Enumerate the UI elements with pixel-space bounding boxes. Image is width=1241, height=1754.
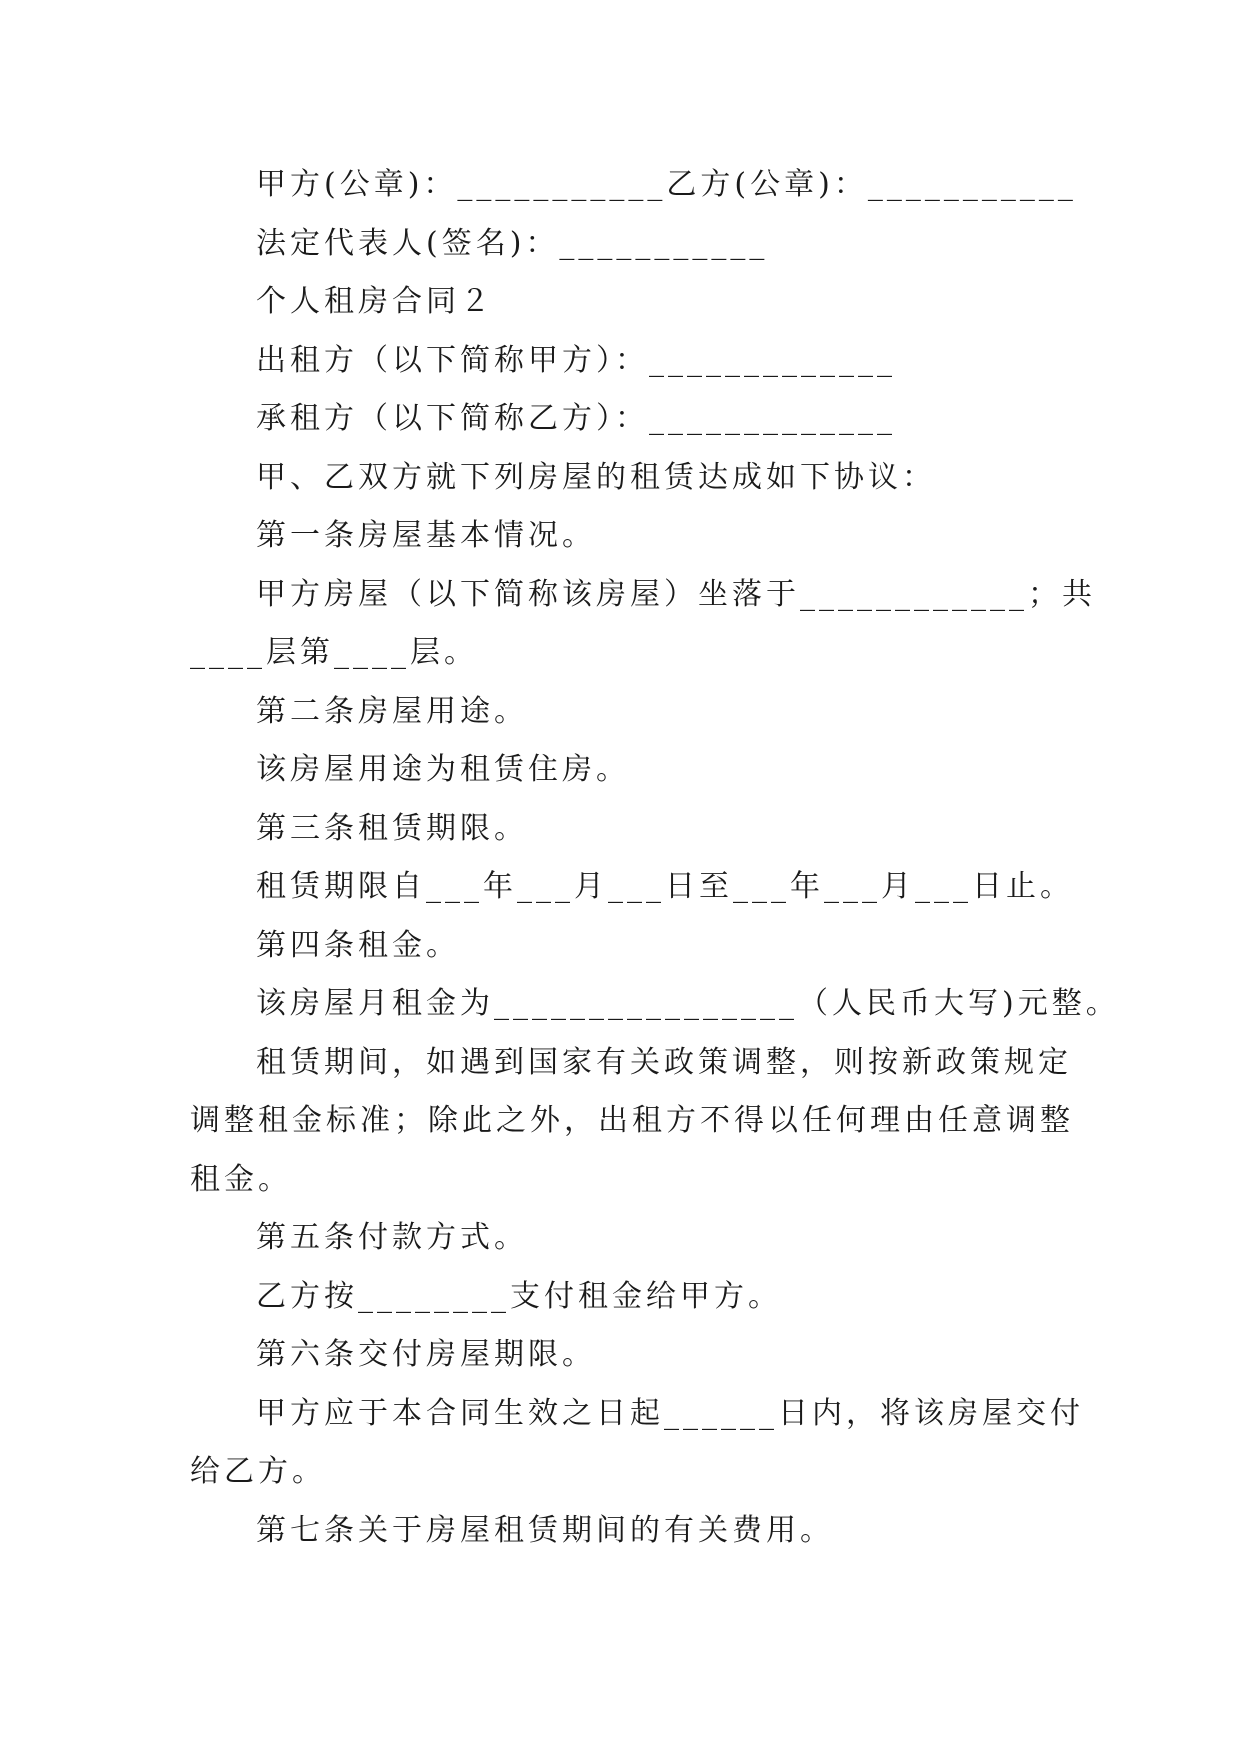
document-page [190, 156, 1120, 1560]
signature-line-party-a-b: 甲方(公章)：___________乙方(公章)：___________ [256, 167, 1077, 202]
article-3-body: 租赁期限自___年___月___日至___年___月___日止。 [256, 869, 1074, 904]
article-6-body: 甲方应于本合同生效之日起______日内，将该房屋交付 [256, 1395, 1084, 1431]
article-1-body-continued: ____层第____层。 [190, 635, 478, 670]
article-4-policy-line: 租赁期间，如遇到国家有关政策调整，则按新政策规定 [256, 1044, 1072, 1080]
article-5-body: 乙方按________支付租金给甲方。 [256, 1278, 782, 1314]
agreement-intro: 甲、乙双方就下列房屋的租赁达成如下协议： [256, 459, 936, 495]
legal-representative-line: 法定代表人(签名)：___________ [256, 225, 769, 261]
article-1-heading: 第一条房屋基本情况。 [256, 518, 596, 553]
article-4-rent-line: 该房屋月租金为________________（人民币大写)元整。 [256, 986, 1120, 1021]
article-7-heading: 第七条关于房屋租赁期间的有关费用。 [256, 1512, 834, 1548]
article-1-body: 甲方房屋（以下简称该房屋）坐落于____________；共 [256, 576, 1096, 612]
article-4-policy-line-3: 租金。 [190, 1161, 292, 1197]
article-6-heading: 第六条交付房屋期限。 [256, 1337, 596, 1372]
article-6-body-continued: 给乙方。 [190, 1454, 326, 1489]
contract-title: 个人租房合同２ [256, 284, 494, 319]
article-4-policy-line-2: 调整租金标准；除此之外，出租方不得以任何理由任意调整 [190, 1103, 1074, 1138]
article-3-heading: 第三条租赁期限。 [256, 810, 528, 846]
article-5-heading: 第五条付款方式。 [256, 1220, 528, 1255]
lessor-line: 出租方（以下简称甲方）：_____________ [256, 342, 896, 378]
article-2-heading: 第二条房屋用途。 [256, 693, 528, 729]
article-4-heading: 第四条租金。 [256, 927, 460, 963]
article-2-body: 该房屋用途为租赁住房。 [256, 752, 630, 787]
lessee-line: 承租方（以下简称乙方）：_____________ [256, 401, 896, 436]
